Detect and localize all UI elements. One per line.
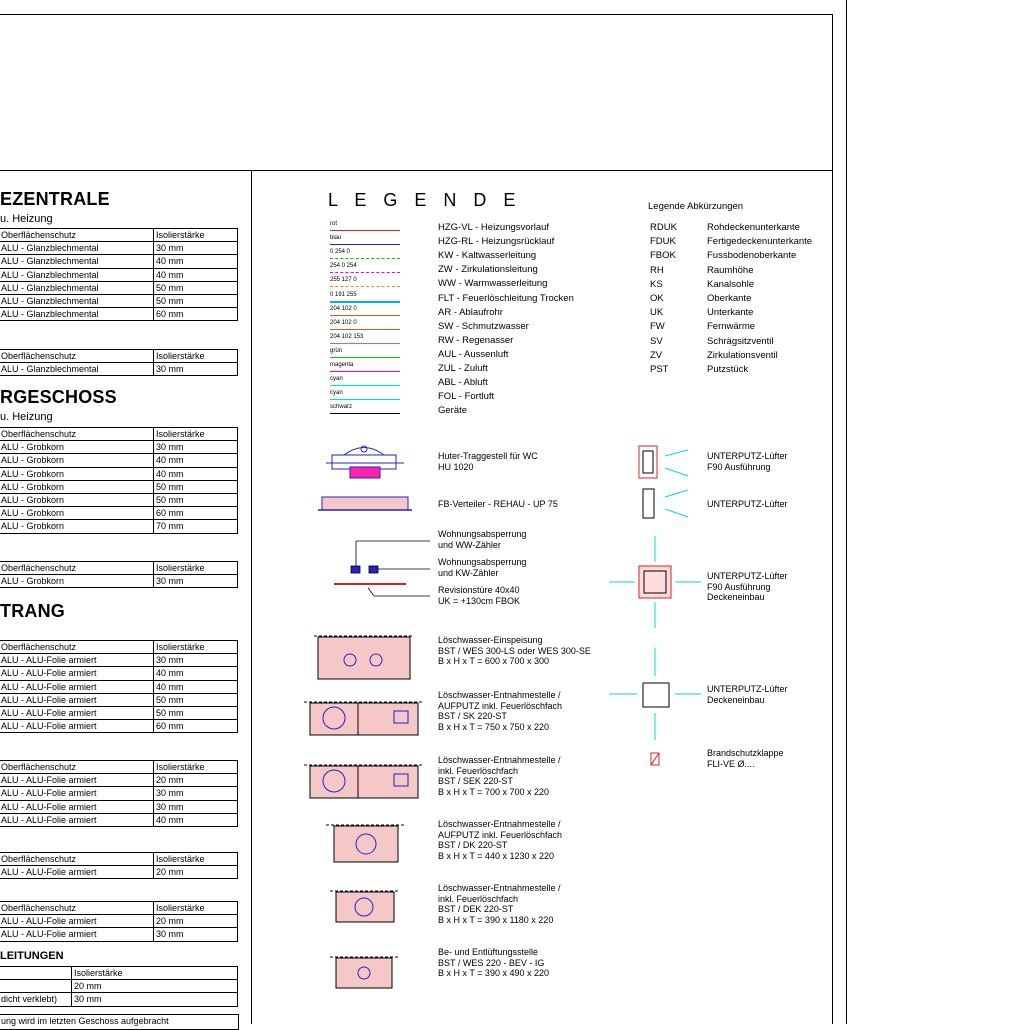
legend-code: 204 102 0 [330, 305, 357, 312]
iso-cell: 30 mm [154, 363, 238, 376]
legend-desc: WW - Warmwasserleitung [438, 278, 548, 290]
schutz-cell: ALU - Grobkorn [0, 507, 154, 520]
ceiling-fan-f90-label: UNTERPUTZ-Lüfter F90 Ausführung Deckeneinbau [707, 571, 788, 602]
iso-cell: 40 mm [154, 454, 238, 467]
legend-desc: AR - Ablaufrohr [438, 306, 503, 318]
fb-distributor-symbol [318, 497, 412, 510]
iso-cell: 30 mm [154, 800, 238, 813]
section-title-strang: TRANG [0, 601, 65, 621]
schutz-cell: ALU - Grobkorn [0, 467, 154, 480]
fire-damper-symbol [651, 753, 659, 765]
schutz-cell: ALU - Glanzblechmental [0, 281, 154, 294]
schutz-cell: ALU - ALU-Folie armiert [0, 654, 154, 667]
schutz-cell: ALU - ALU-Folie armiert [0, 787, 154, 800]
schutz-header: Oberflächenschutz [0, 902, 154, 915]
schutz-cell: ALU - ALU-Folie armiert [0, 928, 154, 941]
iso-cell: 60 mm [154, 308, 238, 321]
abbrev-value: Putzstück [707, 364, 749, 375]
iso-header: Isolierstärke [154, 902, 238, 915]
legend-code: 254 0 254 [330, 263, 357, 270]
section-sub-geschoss: u. Heizung [0, 411, 53, 423]
iso-cell: 50 mm [154, 294, 238, 307]
abbrev-key: SV [650, 335, 663, 347]
iso-cell: 30 mm [154, 928, 238, 941]
legend-desc: FLT - Feuerlöschleitung Trocken [438, 292, 574, 304]
abbrev-key: PST [650, 364, 669, 375]
footnote-text: ung wird im letzten Geschoss aufgebracht [1, 1016, 169, 1026]
iso-cell: 20 mm [72, 980, 238, 993]
abbrev-value: Kanalsohle [707, 278, 755, 290]
iso-cell: 30 mm [72, 993, 238, 1006]
legend-code: magenta [330, 362, 354, 368]
iso-cell: 40 mm [154, 667, 238, 680]
abbrev-key: FDUK [650, 236, 676, 248]
ww-shutoff-label: Wohnungsabsperrung und WW-Zähler [438, 529, 527, 550]
schutz-cell: ALU - Grobkorn [0, 480, 154, 493]
vent-station-symbol [330, 957, 398, 988]
flush-fan-symbol [643, 489, 688, 518]
legend-title: L E G E N D E [328, 190, 522, 210]
fire-hose-cabinet-4-symbol [330, 891, 400, 922]
schutz-cell: ALU - Grobkorn [0, 454, 154, 467]
schutz-cell: ALU - ALU-Folie armiert [0, 706, 154, 719]
iso-cell: 30 mm [154, 441, 238, 454]
ceiling-fan-symbol [609, 648, 701, 740]
schutz-cell: ALU - Glanzblechmental [0, 255, 154, 268]
legend-code: 255 127 0 [330, 277, 357, 284]
schutz-cell: ALU - ALU-Folie armiert [0, 774, 154, 787]
legend-desc: Geräte [438, 405, 468, 417]
abbrev-key: FBOK [650, 250, 676, 262]
fire-hose-cabinet-1-symbol [304, 702, 424, 735]
legend-desc: SW - Schmutzwasser [438, 320, 529, 332]
abbrev-key: KS [650, 278, 663, 290]
fire-water-inlet-symbol [314, 636, 414, 679]
iso-cell: 60 mm [154, 720, 238, 733]
revision-door-label: Revisionstüre 40x40 UK = +130cm FBOK [438, 585, 521, 606]
iso-header: Isolierstärke [154, 641, 238, 654]
section-title-zentrale: EZENTRALE [0, 189, 110, 209]
iso-cell: 60 mm [154, 507, 238, 520]
abbrev-value: Raumhöhe [707, 264, 754, 276]
vent-station-label: Be- und Entlüftungsstelle BST / WES 220 - BEV - IG B x H x T = 390 x 490 x 220 [438, 947, 549, 978]
abbrev-title: Legende Abkürzungen [648, 201, 744, 212]
schutz-cell: ALU - ALU-Folie armiert [0, 866, 154, 879]
iso-header: Isolierstärke [154, 853, 238, 866]
iso-cell: 50 mm [154, 480, 238, 493]
schutz-cell: dicht verklebt) [0, 993, 72, 1006]
fire-hose-cabinet-3-symbol [326, 825, 404, 862]
legend-code: blau [330, 235, 342, 242]
legend-desc: ZUL - Zuluft [438, 363, 488, 374]
legend-desc: ABL - Abluft [438, 377, 488, 389]
abbrev-key: RH [650, 264, 664, 276]
fire-hose-cabinet-2-symbol [304, 765, 424, 798]
legend-desc: AUL - Aussenluft [438, 348, 509, 360]
schutz-cell: ALU - Grobkorn [0, 493, 154, 506]
schutz-header: Oberflächenschutz [0, 761, 154, 774]
schutz-header: Oberflächenschutz [0, 641, 154, 654]
legend-code: cyan [330, 390, 343, 397]
schutz-header: Oberflächenschutz [0, 428, 154, 441]
legend-desc: HZG-RL - Heizungsrücklauf [438, 236, 555, 248]
schutz-cell: ALU - ALU-Folie armiert [0, 813, 154, 826]
iso-header: Isolierstärke [154, 428, 238, 441]
legend-code: grün [330, 347, 343, 354]
iso-header: Isolierstärke [154, 229, 238, 242]
iso-cell: 50 mm [154, 493, 238, 506]
iso-cell: 30 mm [154, 787, 238, 800]
frame-right-outer [846, 0, 847, 1024]
legend-code: 204 102 153 [330, 333, 364, 340]
abbrev-key: FW [650, 321, 665, 333]
abbrev-value: Zirkulationsventil [707, 349, 778, 361]
iso-cell: 30 mm [154, 575, 238, 588]
schutz-cell: ALU - Glanzblechmental [0, 242, 154, 255]
schutz-cell: ALU - ALU-Folie armiert [0, 693, 154, 706]
iso-cell: 50 mm [154, 281, 238, 294]
abbrev-value: Schrägsitzventil [707, 335, 774, 347]
abbrev-value: Fussbodenoberkante [707, 250, 797, 262]
schutz-cell: ALU - Grobkorn [0, 575, 154, 588]
kw-shutoff-label: Wohnungsabsperrung und KW-Zähler [438, 557, 527, 578]
legend-desc: ZW - Zirkulationsleitung [438, 264, 538, 276]
fire-hose-cabinet-4-label: Löschwasser-Entnahmestelle / inkl. Feuerlöschfach BST / DEK 220-ST B x H x T = 390 x 1180 x 220 [438, 883, 561, 925]
iso-cell: 40 mm [154, 255, 238, 268]
schutz-header: Oberflächenschutz [0, 229, 154, 242]
legend-desc: HZG-VL - Heizungsvorlauf [438, 222, 550, 233]
wc-frame-symbol [326, 446, 404, 478]
abbrev-key: UK [650, 307, 664, 319]
apartment-shutoff-symbol [334, 541, 430, 596]
schutz-cell: ALU - Glanzblechmental [0, 268, 154, 281]
section-title-geschoss: RGESCHOSS [0, 387, 117, 407]
abbrev-value: Fertigedeckenunterkante [707, 236, 813, 248]
legend-code: cyan [330, 376, 343, 383]
schutz-header: Oberflächenschutz [0, 562, 154, 575]
fire-hose-cabinet-3-label: Löschwasser-Entnahmestelle / AUFPUTZ inkl. Feuerlöschfach BST / DK 220-ST B x H x T = 440 x 1230 x 220 [438, 819, 563, 861]
iso-header: Isolierstärke [154, 761, 238, 774]
flush-fan-f90-symbol [639, 446, 688, 478]
iso-cell: 40 mm [154, 680, 238, 693]
iso-header: Isolierstärke [72, 967, 238, 980]
schutz-cell: ALU - ALU-Folie armiert [0, 667, 154, 680]
ceiling-fan-f90-symbol [609, 536, 701, 628]
abbrev-value: Unterkante [707, 307, 754, 319]
wc-frame-label: Huter-Traggestell für WC HU 1020 [438, 451, 538, 472]
iso-cell: 20 mm [154, 866, 238, 879]
schutz-cell: ALU - ALU-Folie armiert [0, 915, 154, 928]
schutz-cell: ALU - Grobkorn [0, 520, 154, 533]
fb-distributor-label: FB-Verteiler - REHAU - UP 75 [438, 499, 558, 509]
fire-damper-label: Brandschutzklappe FLI-VE Ø.... [707, 748, 784, 769]
abbrev-value: Fernwärme [707, 321, 756, 333]
iso-cell: 40 mm [154, 268, 238, 281]
schutz-cell: ALU - Glanzblechmental [0, 294, 154, 307]
flush-fan-f90-label: UNTERPUTZ-Lüfter F90 Ausführung [707, 451, 788, 472]
flush-fan-label: UNTERPUTZ-Lüfter [707, 499, 788, 509]
legend-desc: KW - Kaltwasserleitung [438, 250, 537, 262]
legend-code: 0 254 0 [330, 249, 351, 256]
section-title-leitungen: LEITUNGEN [0, 950, 64, 962]
ceiling-fan-label: UNTERPUTZ-Lüfter Deckeneinbau [707, 684, 788, 705]
section-sub-zentrale: u. Heizung [0, 213, 53, 225]
legend-desc: RW - Regenasser [438, 334, 514, 346]
legend-code: 204 102 0 [330, 319, 357, 326]
iso-cell: 40 mm [154, 813, 238, 826]
iso-cell: 30 mm [154, 654, 238, 667]
abbrev-value: Oberkante [707, 293, 752, 304]
schutz-cell: ALU - ALU-Folie armiert [0, 680, 154, 693]
schutz-cell: ALU - Grobkorn [0, 441, 154, 454]
abbrev-value: Rohdeckenunterkante [707, 222, 800, 233]
schutz-header: Oberflächenschutz [0, 853, 154, 866]
iso-cell: 70 mm [154, 520, 238, 533]
schutz-header: Oberflächenschutz [0, 350, 154, 363]
abbrev-key: ZV [650, 349, 663, 361]
iso-cell: 30 mm [154, 242, 238, 255]
iso-cell: 50 mm [154, 706, 238, 719]
schutz-cell: ALU - ALU-Folie armiert [0, 800, 154, 813]
iso-header: Isolierstärke [154, 350, 238, 363]
iso-cell: 20 mm [154, 774, 238, 787]
legend-code: rot [330, 221, 338, 227]
schutz-cell: ALU - ALU-Folie armiert [0, 720, 154, 733]
iso-cell: 20 mm [154, 915, 238, 928]
legend-code: schwarz [330, 404, 353, 411]
legend-code: 0 191 255 [330, 291, 357, 298]
legend-desc: FOL - Fortluft [438, 391, 495, 403]
iso-cell: 50 mm [154, 693, 238, 706]
abbrev-key: OK [650, 293, 664, 304]
fire-hose-cabinet-2-label: Löschwasser-Entnahmestelle / inkl. Feuerlöschfach BST / SEK 220-ST B x H x T = 700 x 700 x 220 [438, 755, 561, 797]
iso-header: Isolierstärke [154, 562, 238, 575]
abbrev-key: RDUK [650, 222, 677, 233]
schutz-cell: ALU - Glanzblechmental [0, 308, 154, 321]
schutz-cell: ALU - Glanzblechmental [0, 363, 154, 376]
iso-cell: 40 mm [154, 467, 238, 480]
fire-hose-cabinet-1-label: Löschwasser-Entnahmestelle / AUFPUTZ inkl. Feuerlöschfach BST / SK 220-ST B x H x T = 750 x 750 x 220 [438, 690, 563, 732]
fire-water-inlet-label: Löschwasser-Einspeisung BST / WES 300-LS oder WES 300-SE B x H x T = 600 x 700 x 300 [438, 635, 591, 666]
